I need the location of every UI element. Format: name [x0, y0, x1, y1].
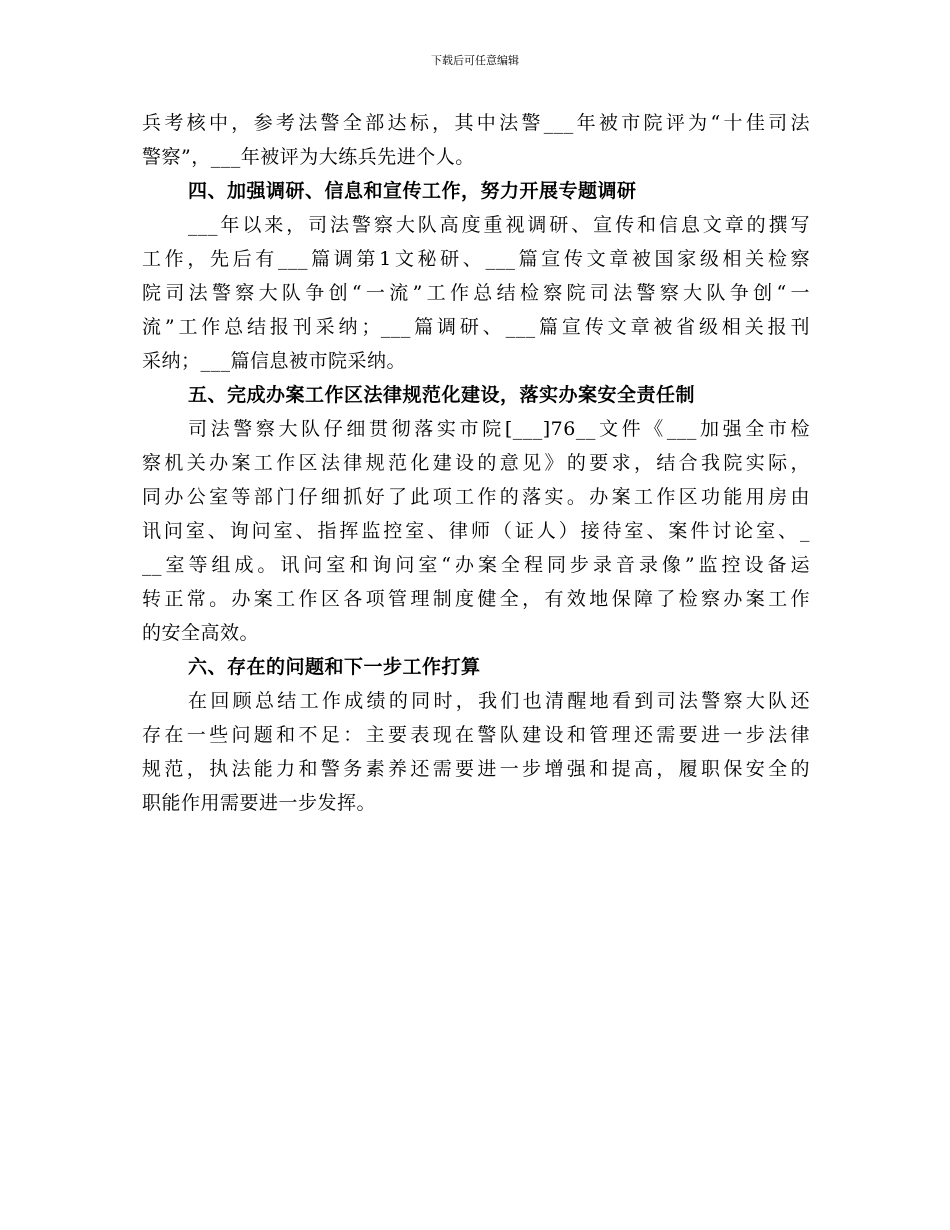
text-line: 警察”，___年被评为大练兵先进个人。 — [142, 146, 475, 168]
paragraph-continued — [142, 106, 810, 174]
text-line: 讯问室、询问室、指挥监控室、律师（证人）接待室、案件讨论室、_ — [142, 520, 810, 542]
text-line: 院司法警察大队争创“一流”工作总结检察院司法警察大队争创“一 — [142, 282, 810, 304]
text-line: 在回顾总结工作成绩的同时，我们也清醒地看到司法警察大队还 — [188, 690, 810, 712]
text-line: 转正常。办案工作区各项管理制度健全，有效地保障了检察办案工作 — [142, 588, 810, 610]
section-research — [142, 174, 810, 378]
text-line: 司法警察大队仔细贯彻落实市院[___]76__文件《___加强全市检 — [188, 418, 810, 440]
section-heading: 六、存在的问题和下一步工作打算 — [188, 656, 481, 678]
text-line: 职能作用需要进一步发挥。 — [142, 792, 377, 814]
document-body — [142, 106, 810, 820]
text-line: ___年以来，司法警察大队高度重视调研、宣传和信息文章的撰写 — [188, 214, 810, 236]
text-line: __室等组成。讯问室和询问室“办案全程同步录音录像”监控设备运 — [142, 554, 810, 576]
text-line: 规范，执法能力和警务素养还需要进一步增强和提高，履职保安全的 — [142, 758, 810, 780]
page-header: 下载后可任意编辑 — [431, 54, 519, 67]
text-line: 采纳；___篇信息被市院采纳。 — [142, 350, 407, 372]
text-line: 兵考核中，参考法警全部达标，其中法警___年被市院评为“十佳司法 — [142, 112, 810, 134]
text-line: 流”工作总结报刊采纳；___篇调研、___篇宣传文章被省级相关报刊 — [142, 316, 810, 338]
section-heading: 四、加强调研、信息和宣传工作，努力开展专题调研 — [188, 180, 637, 202]
text-line: 存在一些问题和不足：主要表现在警队建设和管理还需要进一步法律 — [142, 724, 810, 746]
text-line: 同办公室等部门仔细抓好了此项工作的落实。办案工作区功能用房由 — [142, 486, 810, 508]
section-case-area — [142, 378, 810, 650]
section-heading: 五、完成办案工作区法律规范化建设，落实办案安全责任制 — [188, 384, 696, 406]
text-line: 工作，先后有___篇调第1文秘研、___篇宣传文章被国家级相关检察 — [142, 248, 810, 270]
text-line: 察机关办案工作区法律规范化建设的意见》的要求，结合我院实际， — [142, 452, 810, 474]
text-line: 的安全高效。 — [142, 622, 260, 644]
section-problems — [142, 650, 810, 820]
